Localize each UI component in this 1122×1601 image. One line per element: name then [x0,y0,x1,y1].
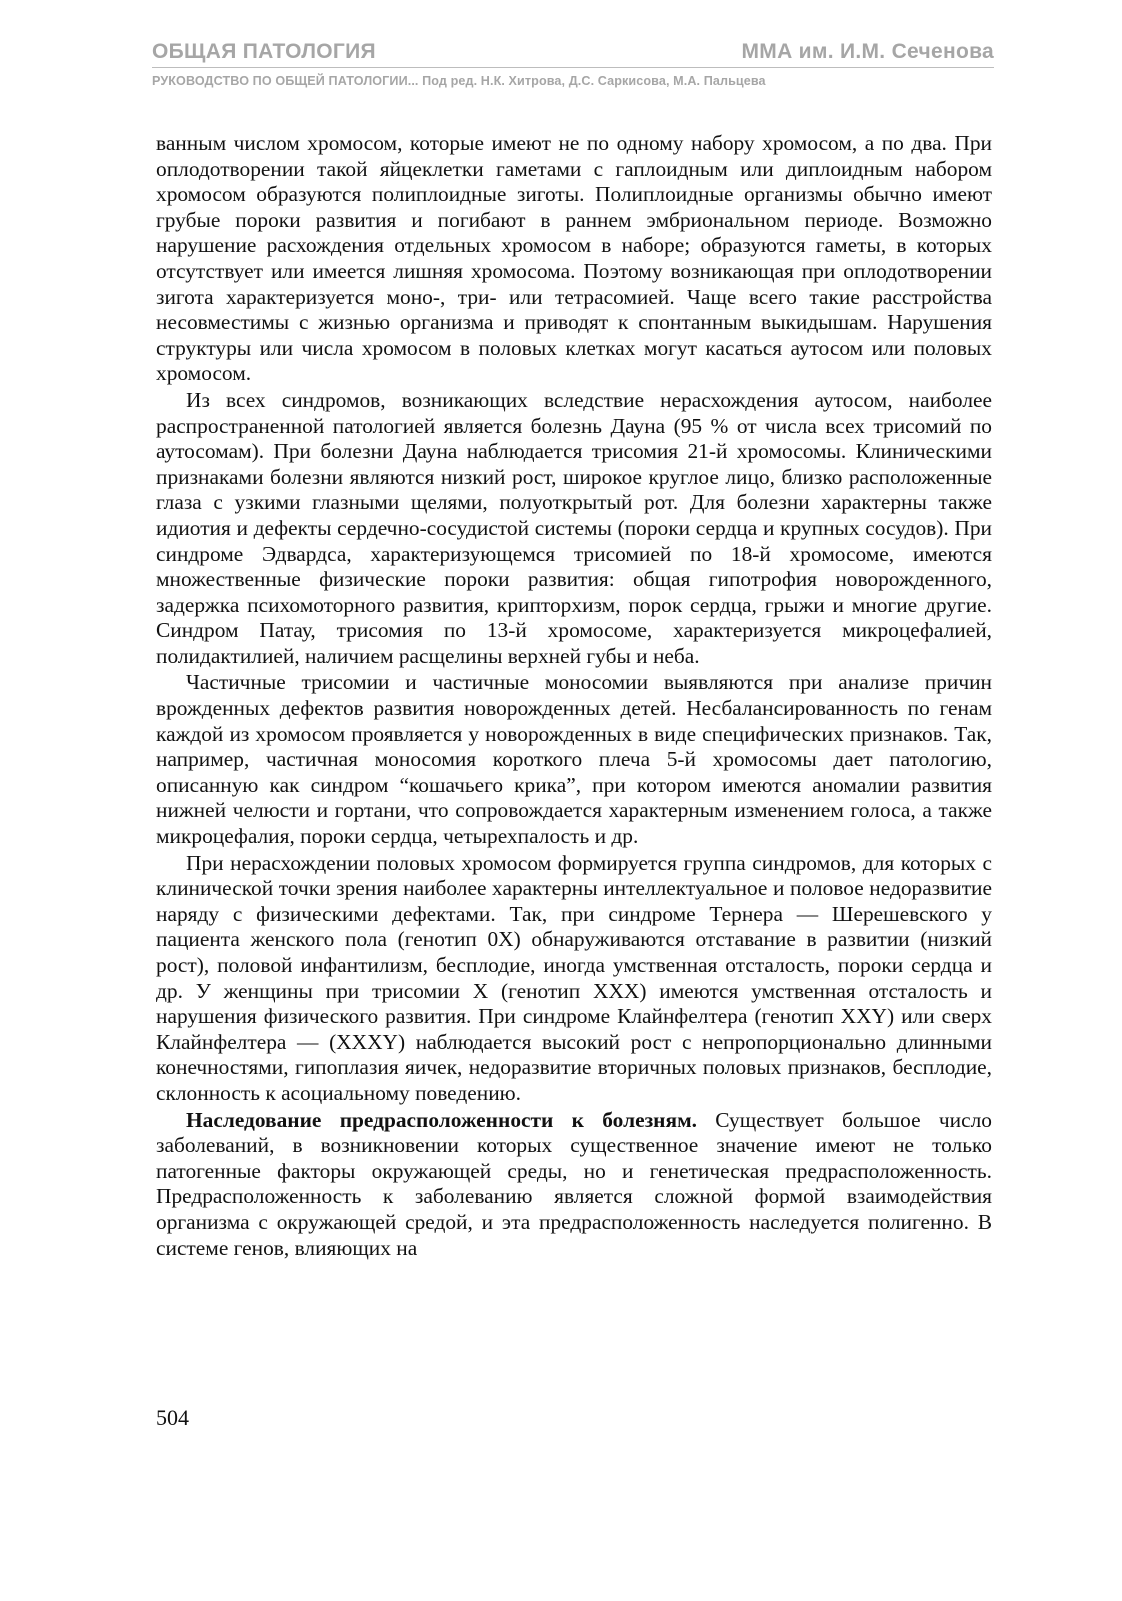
paragraph-5 [156,1108,992,1262]
paragraph-1: ванным числом хромосом, которые имеют не по одному набору хромосом, а по два. При оплодотворении такой яйцеклетки гаметами с гаплоидным или диплоидным набором хромосом образуются полиплоидные зиготы. Полиплоидные организмы обычно имеют грубые пороки развития и погибают в раннем эмбриональном периоде. Возможно нарушение расхождения отдельных хромосом в наборе; образуются гаметы, в которых отсутствует или имеется лишняя хромосома. Поэтому возникающая при оплодотворении зигота характеризуется моно-, три- или тетрасомией. Чаще всего такие расстройства несовместимы с жизнью организма и приводят к спонтанным выкидышам. Нарушения структуры или числа хромосом в половых клетках могут касаться аутосом или половых хромосом. [156,131,992,386]
paragraph-4: При нерасхождении половых хромосом формируется группа синдромов, для которых с клинической точки зрения наиболее характерны интеллектуальное и половое недоразвитие наряду с физическими дефектами. Так, при синдроме Тернера — Шерешевского у пациента женского пола (генотип 0X) обнаруживаются отставание в развитии (низкий рост), половой инфантилизм, бесплодие, иногда умственная отсталость, пороки сердца и др. У женщины при трисомии X (генотип XXX) имеются умственная отсталость и нарушения физического развития. При синдроме Клайнфелтера (генотип XXY) или сверх Клайнфелтера — (XXXY) наблюдается высокий рост с непропорционально длинными конечностями, гипоплазия яичек, недоразвитие вторичных половых признаков, бесплодие, склонность к асоциальному поведению. [156,850,992,1105]
section-heading: Наследование предрасположенности к болезням. [186,1107,697,1132]
page-number: 504 [156,1405,189,1430]
page-header [152,40,994,88]
book-subtitle: РУКОВОДСТВО ПО ОБЩЕЙ ПАТОЛОГИИ... Под ред. Н.К. Хитрова, Д.С. Саркисова, М.А. Пальцева [152,74,766,88]
page-body [156,131,992,1261]
paragraph-3: Частичные трисомии и частичные моносомии выявляются при анализе причин врожденных дефектов развития новорожденных детей. Несбалансированность по генам каждой из хромосом проявляется у новорожденных в виде специфических признаков. Так, например, частичная моносомия короткого плеча 5-й хромосомы дает патологию, описанную как синдром “кошачьего крика”, при котором имеются аномалии развития нижней челюсти и гортани, что сопровождается характерным изменением голоса, а также микроцефалия, пороки сердца, четырехпалость и др. [156,670,992,849]
header-top-row [152,40,994,68]
paragraph-5-text: Существует большое число заболеваний, в возникновении которых существенное значение имеют не только патогенные факторы окружающей среды, но и генетическая предрасположенность. Предрасположенность к заболеванию является сложной формой взаимодействия организма с окружающей средой, и эта предрасположенность наследуется полигенно. В системе генов, влияющих на [156,1107,992,1260]
publisher-name: ММА им. И.М. Сеченова [741,40,994,63]
paragraph-2: Из всех синдромов, возникающих вследствие нерасхождения аутосом, наиболее распространенной патологией является болезнь Дауна (95 % от числа всех трисомий по аутосомам). При болезни Дауна наблюдается трисомия 21-й хромосомы. Клиническими признаками болезни являются низкий рост, широкое круглое лицо, близко расположенные глаза с узкими глазными щелями, полуоткрытый рот. Для болезни характерны также идиотия и дефекты сердечно-сосудистой системы (пороки сердца и крупных сосудов). При синдроме Эдвардса, характеризующемся трисомией по 18-й хромосоме, имеются множественные физические пороки развития: общая гипотрофия новорожденного, задержка психомоторного развития, крипторхизм, порок сердца, грыжи и многие другие. Синдром Патау, трисомия по 13-й хромосоме, характеризуется микроцефалией, полидактилией, наличием расщелины верхней губы и неба. [156,387,992,668]
book-title: ОБЩАЯ ПАТОЛОГИЯ [152,40,376,63]
